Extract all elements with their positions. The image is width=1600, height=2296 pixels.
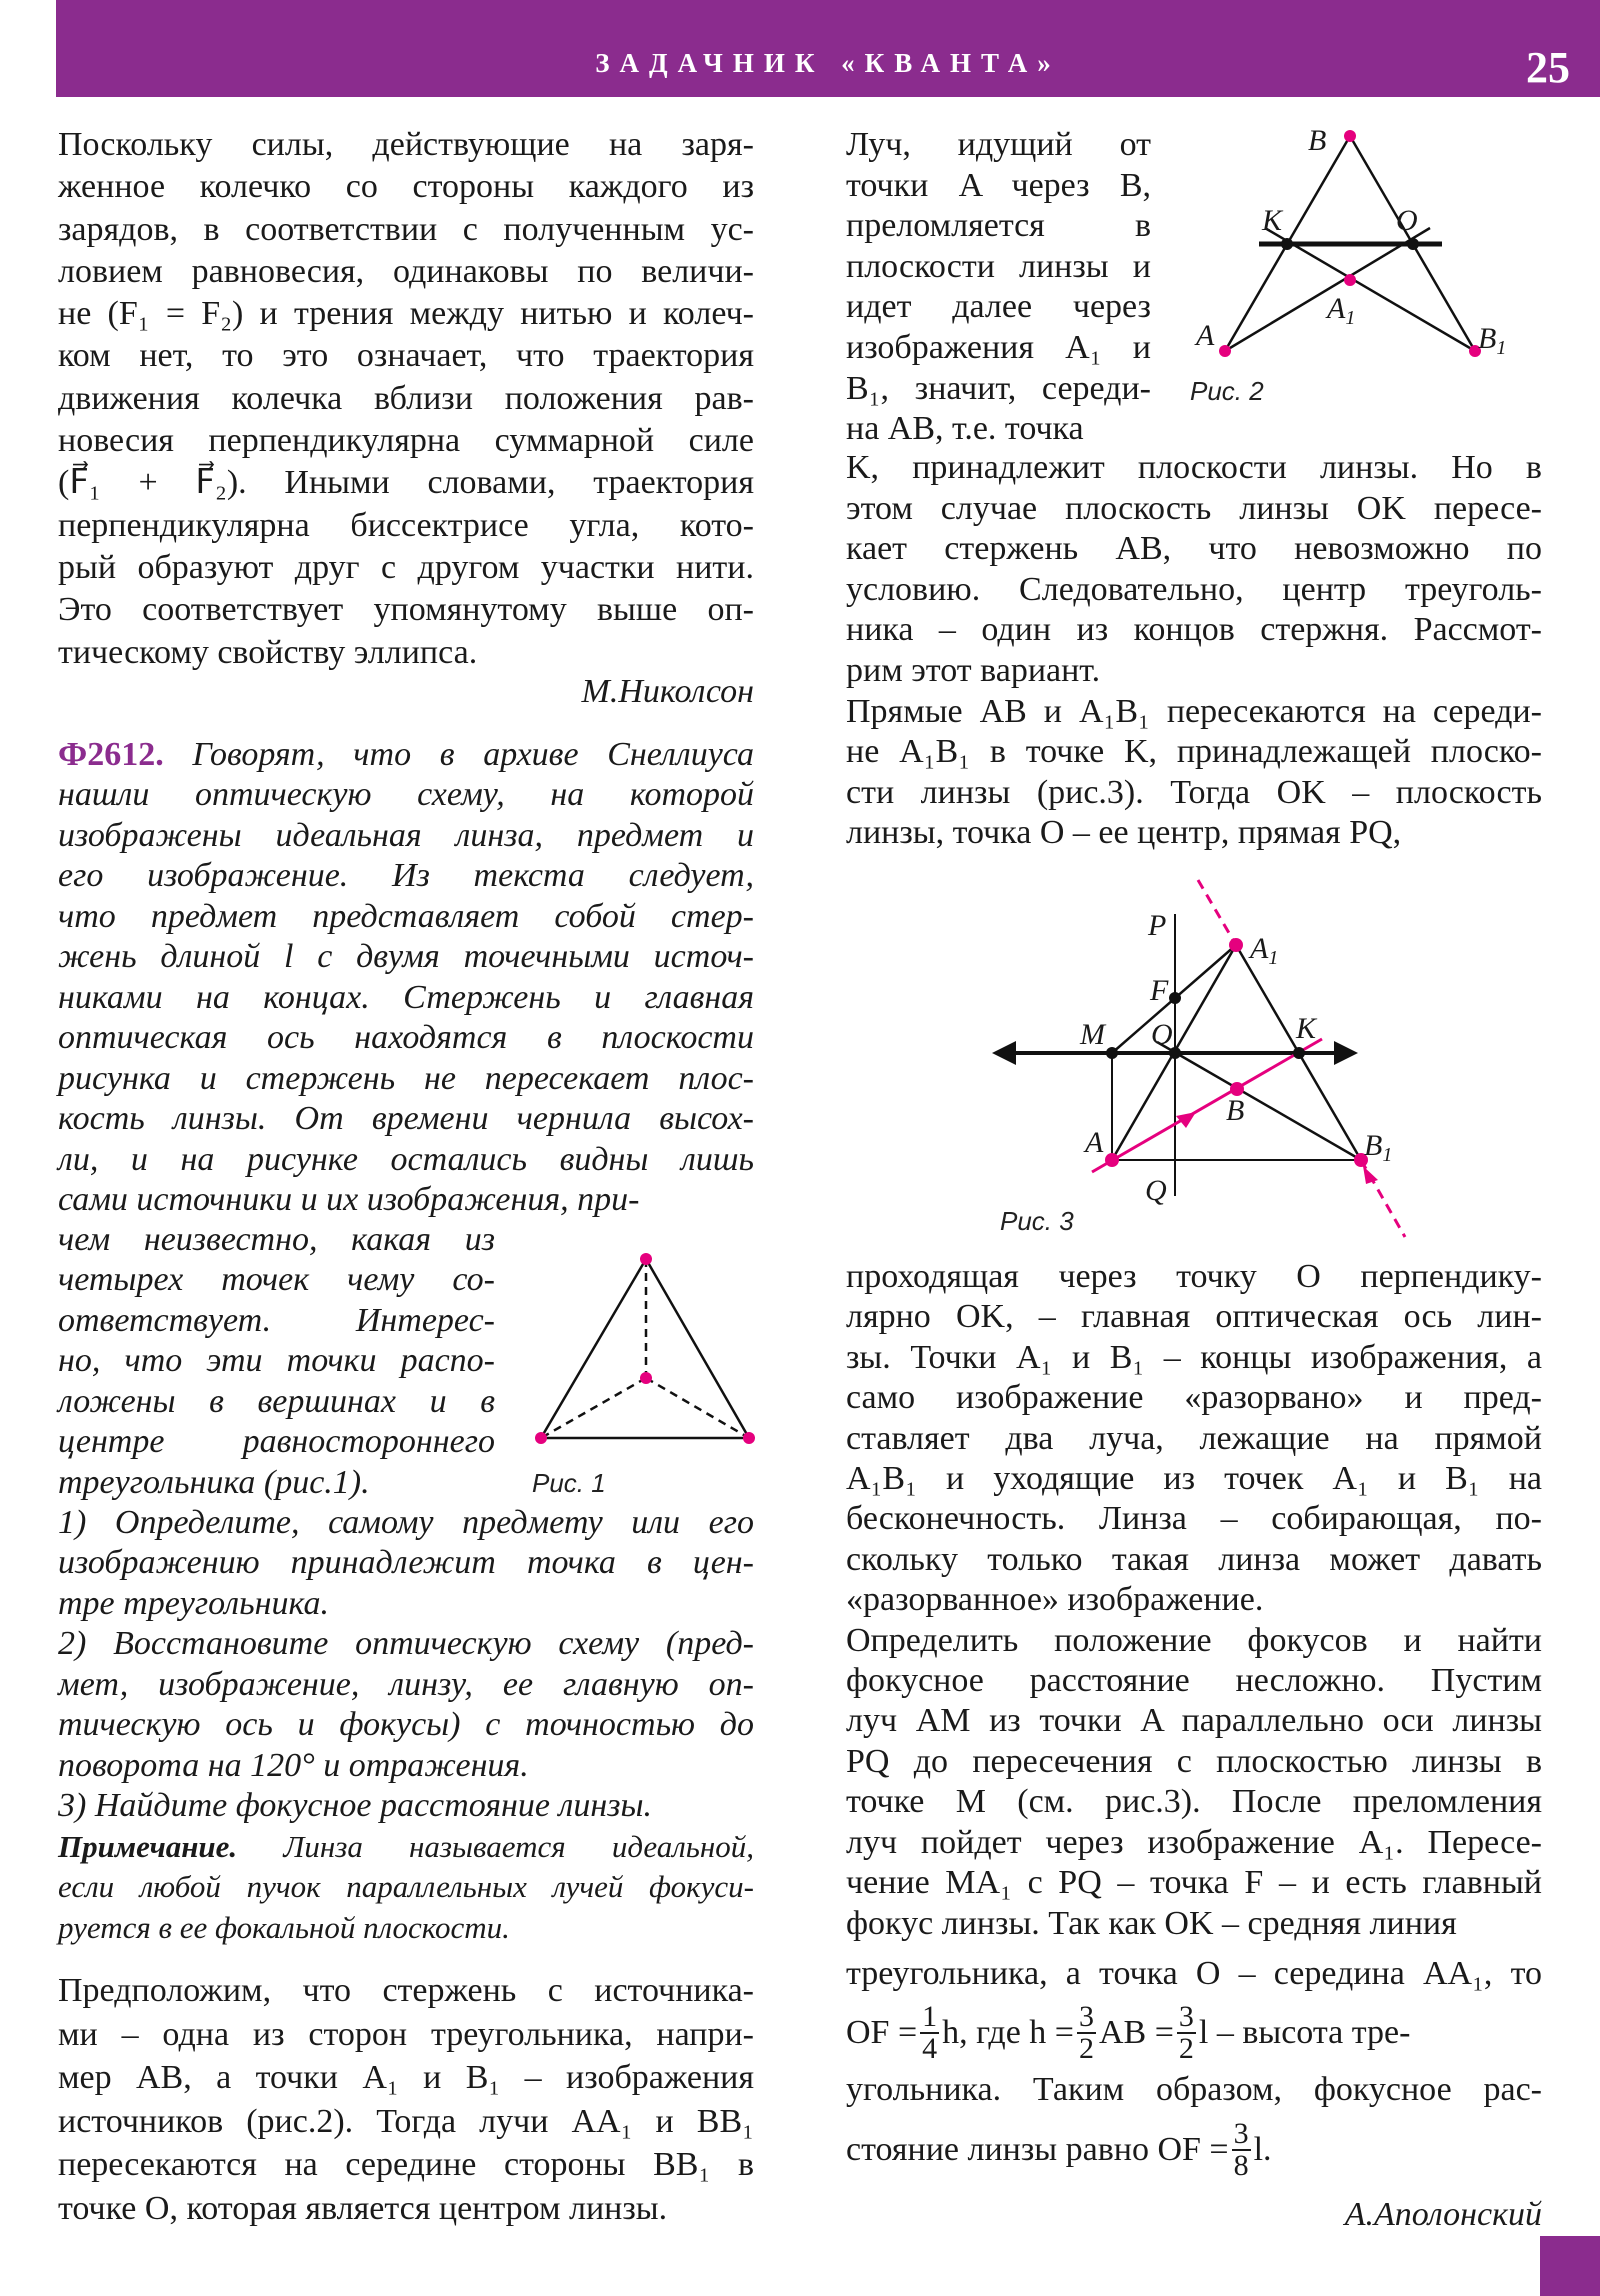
formula-text: OF = [846, 2014, 918, 2051]
formula-text: l – высота тре- [1198, 2014, 1411, 2051]
text-line: треугольника (рис.1). [58, 1463, 370, 1501]
text-line: что предмет представляет собой стер- [58, 897, 754, 935]
text-line: PQ до пересечения с плоскостью линзы в [846, 1742, 1542, 1780]
text-line: точке O, которая является центром линзы. [58, 2189, 668, 2227]
text-line: на AB, т.е. точка [846, 410, 1084, 448]
text-line: фокусное расстояние несложно. Пустим [846, 1662, 1542, 1700]
text-line: луч пойдет через изображение A₁. Пересе- [846, 1823, 1542, 1861]
numerator: 1 [922, 2000, 938, 2033]
text-line: плоскости линзы и [846, 247, 1151, 285]
denominator: 2 [1078, 2032, 1094, 2065]
text-line: никами на концах. Стержень и главная [58, 978, 754, 1016]
text-line: ника – один из концов стержня. Рассмот- [846, 611, 1542, 649]
text-line: (F⃗₁ + F⃗₂). Иными словами, траектория [58, 464, 754, 502]
problem-text: Говорят, что в архиве Снеллиуса [163, 736, 754, 773]
text-line: B₁, значит, середи- [846, 369, 1151, 407]
text-line: кает стержень AB, что невозможно по [846, 530, 1542, 568]
denominator: 2 [1178, 2032, 1194, 2065]
text-line: поворота на 120° и отражения. [58, 1746, 529, 1784]
text-line: преломляется в [846, 207, 1151, 245]
label-O: O [1151, 1018, 1173, 1051]
problem-number: Ф2612. [58, 736, 164, 773]
figure-3-diagram [1004, 880, 1405, 1237]
formula-line-3: угольника. Таким образом, фокусное рас- [846, 2071, 1542, 2108]
page-number: 25 [1526, 43, 1570, 92]
label-B1: $B_1$ [1364, 1129, 1393, 1166]
text-line: Луч, идущий от [846, 126, 1151, 163]
text-line: не (F₁ = F₂) и трения между нитью и колеч- [58, 295, 754, 333]
magenta-rays [1092, 880, 1405, 1237]
text-line: ложены в вершинах и в [58, 1382, 495, 1420]
numerator: 3 [1178, 2000, 1194, 2033]
text-line: оптическая ось находятся в плоскости [58, 1019, 754, 1057]
text-line: зы. Точки A₁ и B₁ – концы изображения, а [846, 1338, 1542, 1376]
note-heading: Примечание. [58, 1828, 238, 1864]
label-P: P [1148, 909, 1167, 942]
text-line: ком нет, то это означает, что траектория [58, 337, 754, 375]
text-line: бесконечность. Линза – собирающая, по- [846, 1500, 1542, 1538]
text-line: 2) Восстановите оптическую схему (пред- [58, 1625, 754, 1663]
text-line: ми – одна из сторон треугольника, напри- [58, 2015, 754, 2053]
label-B: B [1308, 124, 1327, 157]
denominator: 8 [1233, 2149, 1249, 2182]
label-A1: $A_1$ [1327, 292, 1356, 329]
dashed-medians [541, 1259, 749, 1438]
formula-text: h, где h = [942, 2014, 1074, 2051]
formula-line-1: треугольника, а точка O – середина AA₁, то [846, 1955, 1542, 1992]
text-line: 1) Определите, самому предмету или его [58, 1504, 754, 1541]
text-line: Определить положение фокусов и найти [846, 1621, 1542, 1659]
text-line: если любой пучок параллельных лучей фокуси- [58, 1869, 754, 1905]
author-signature: М.Николсон [581, 673, 754, 710]
text-line: проходящая через точку O перпендику- [846, 1258, 1542, 1295]
text-line: лярно OK, – главная оптическая ось лин- [846, 1298, 1542, 1336]
text-line: ли, и на рисунке остались видны лишь [58, 1140, 754, 1178]
text-line: новесия перпендикулярна суммарной силе [58, 422, 754, 460]
text-line: изображены идеальная линза, предмет и [58, 816, 754, 854]
text-line: зарядов, в соответствии с полученным ус- [58, 210, 754, 248]
text-line: женное колечко со стороны каждого из [58, 168, 754, 206]
text-line: руется в ее фокальной плоскости. [58, 1909, 510, 1945]
text-line: но, что эти точки распо- [58, 1342, 495, 1380]
text-line: сами источники и их изображения, при- [58, 1180, 640, 1218]
text-line: тическую ось и фокусы) с точностью до [58, 1706, 754, 1744]
text-line: кость линзы. От времени чернила высох- [58, 1100, 754, 1138]
text-line: центре равностороннего [58, 1423, 495, 1461]
note-text: Линза называется идеальной, [237, 1828, 754, 1864]
label-O: O [1396, 204, 1418, 237]
formula-text: AB = [1098, 2014, 1174, 2051]
text-line: движения колечка вблизи положения рав- [58, 379, 754, 417]
text-line: Прямые AB и A₁B₁ пересекаются на середи- [846, 692, 1542, 730]
text-line: условию. Следовательно, центр треуголь- [846, 570, 1542, 608]
text-line: скольку только такая линза может давать [846, 1540, 1542, 1578]
text-line: точке M (см. рис.3). После преломления [846, 1783, 1542, 1821]
text-line: жень длиной l с двумя точечными источ- [58, 938, 754, 976]
text-line: тическому свойству эллипса. [58, 633, 478, 671]
text-line: нашли оптическую схему, на которой [58, 776, 754, 814]
denominator: 4 [922, 2032, 938, 2065]
text-line: пересекаются на середине стороны BB₁ в [58, 2146, 754, 2184]
text-line: 3) Найдите фокусное расстояние линзы. [58, 1787, 652, 1825]
text-line: ловием равновесия, одинаковы по величи- [58, 252, 754, 290]
section-title: ЗАДАЧНИК «КВАНТА» [595, 48, 1061, 78]
text-line: ответствует. Интерес- [58, 1301, 495, 1339]
label-K: K [1296, 1012, 1317, 1045]
text-line: этом случае плоскость линзы OK пересе- [846, 489, 1542, 527]
formula-text: l. [1253, 2131, 1272, 2168]
text-line: мет, изображение, линзу, ее главную оп- [58, 1665, 754, 1703]
text-line: тре треугольника. [58, 1584, 330, 1622]
text-line: ставляет два луча, лежащие на прямой [846, 1419, 1542, 1457]
text-line: изображению принадлежит точка в цен- [58, 1544, 754, 1582]
figure-2-caption: Рис. 2 [1190, 376, 1264, 406]
label-B: B [1226, 1094, 1245, 1127]
text-line: идет далее через [846, 288, 1151, 326]
text-line: Поскольку силы, действующие на заря- [58, 126, 754, 163]
label-Q: Q [1145, 1174, 1167, 1207]
text-line: само изображение «разорвано» и пред- [846, 1379, 1542, 1417]
text-line: изображения A₁ и [846, 328, 1151, 366]
text-line: рим этот вариант. [846, 651, 1101, 689]
text-line: перпендикулярна биссектрисе угла, кото- [58, 506, 754, 544]
text-line: его изображение. Из текста следует, [58, 857, 754, 895]
label-A1: $A_1$ [1250, 932, 1279, 969]
label-F: F [1150, 974, 1169, 1007]
text-line: четырех точек чему со- [58, 1261, 495, 1299]
text-line: «разорванное» изображение. [846, 1581, 1264, 1619]
text-line: точки A через B, [846, 166, 1151, 204]
label-B1: $B_1$ [1478, 322, 1507, 359]
text-line: чение MA₁ с PQ – точка F – и есть главный [846, 1864, 1542, 1902]
text-line: фокус линзы. Так как OK – средняя линия [846, 1904, 1457, 1942]
numerator: 3 [1078, 2000, 1094, 2033]
text-line: чем неизвестно, какая из [58, 1221, 495, 1258]
text-line: K, принадлежит плоскости линзы. Но в [846, 449, 1542, 486]
text-line: источников (рис.2). Тогда лучи AA₁ и BB₁ [58, 2102, 754, 2140]
text-line: Предположим, что стержень с источника- [58, 1972, 754, 2009]
text-line: линзы, точка O – ее центр, прямая PQ, [846, 814, 1402, 852]
numerator: 3 [1233, 2117, 1249, 2150]
text-line: сти линзы (рис.3). Тогда OK – плоскость [846, 773, 1542, 811]
figure-1-caption: Рис. 1 [532, 1468, 606, 1498]
figure-3-caption: Рис. 3 [1000, 1206, 1074, 1236]
text-line: рый образуют друг с другом участки нити. [58, 548, 754, 586]
author-signature: А.Аполонский [1344, 2196, 1542, 2233]
text-line: мер AB, а точки A₁ и B₁ – изображения [58, 2059, 754, 2097]
label-A: A [1085, 1126, 1104, 1159]
text-line: A₁B₁ и уходящие из точек A₁ и B₁ на [846, 1460, 1542, 1498]
text-line: луч AM из точки A параллельно оси линзы [846, 1702, 1542, 1740]
text-line: Это соответствует упомянутому выше оп- [58, 591, 754, 629]
figure-1-equilateral-triangle [535, 1253, 755, 1444]
label-M: M [1080, 1018, 1105, 1051]
label-A: A [1196, 319, 1215, 352]
formula-text: стояние линзы равно OF = [846, 2131, 1229, 2168]
text-line: рисунка и стержень не пересекает плос- [58, 1059, 754, 1097]
text-line: не A₁B₁ в точке K, принадлежащей плоско- [846, 733, 1542, 771]
label-K: K [1262, 204, 1283, 237]
ray-arrow-icon [1363, 1166, 1378, 1184]
